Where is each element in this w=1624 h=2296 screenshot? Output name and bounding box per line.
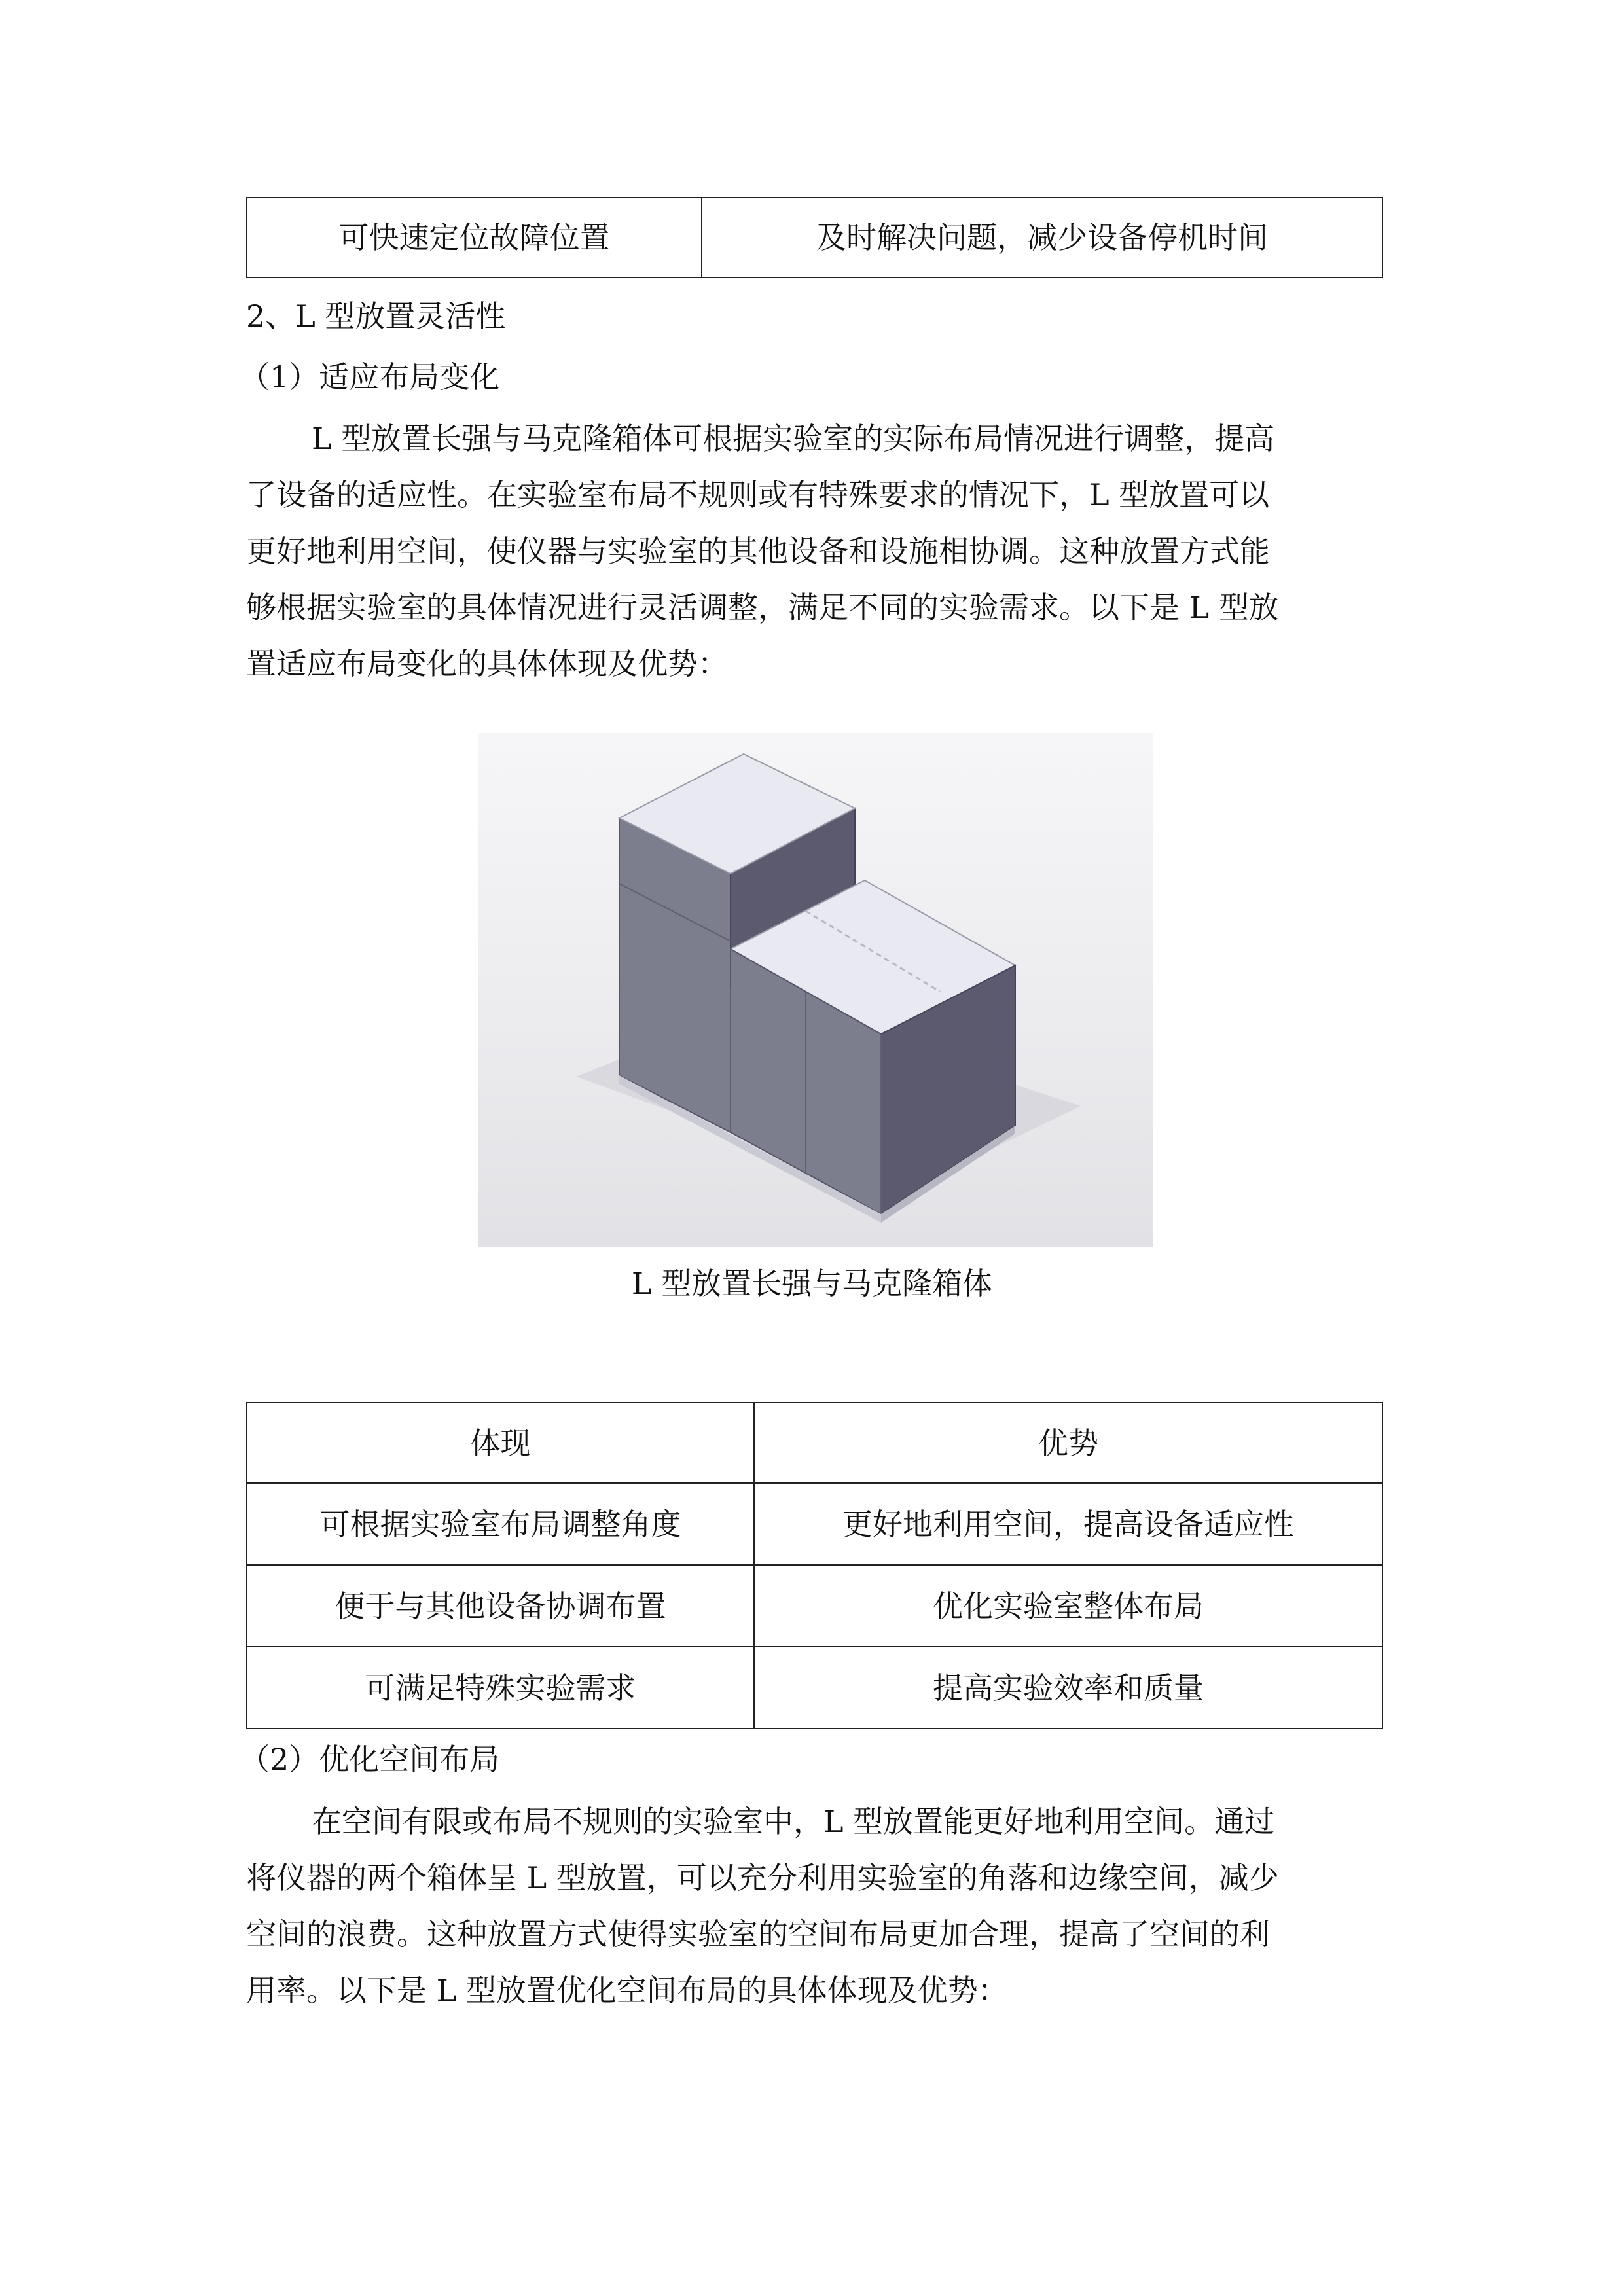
subsection-heading: （1）适应布局变化 (240, 359, 500, 395)
table-cell: 及时解决问题，减少设备停机时间 (702, 198, 1382, 278)
paragraph-line: 将仪器的两个箱体呈 L 型放置，可以充分利用实验室的角落和边缘空间，减少 (246, 1860, 1279, 1895)
subsection-heading: （2）优化空间布局 (240, 1742, 500, 1777)
fault-table (246, 197, 1383, 278)
paragraph-line: 了设备的适应性。在实验室布局不规则或有特殊要求的情况下，L 型放置可以 (246, 477, 1270, 512)
paragraph-line: L 型放置长强与马克隆箱体可根据实验室的实际布局情况进行调整，提高 (312, 421, 1275, 456)
table-cell: 可根据实验室布局调整角度 (247, 1483, 754, 1565)
table-row (247, 198, 1382, 278)
table-header-cell: 优势 (754, 1403, 1382, 1483)
table-cell: 提高实验效率和质量 (754, 1647, 1382, 1729)
section-heading: 2、L 型放置灵活性 (246, 298, 506, 334)
paragraph-line: 更好地利用空间，使仪器与实验室的其他设备和设施相协调。这种放置方式能 (246, 533, 1270, 569)
paragraph-line: 用率。以下是 L 型放置优化空间布局的具体体现及优势： (246, 1973, 1008, 2008)
figure-caption: L 型放置长强与马克隆箱体 (631, 1266, 993, 1301)
paragraph-line: 够根据实验室的具体情况进行灵活调整，满足不同的实验需求。以下是 L 型放 (246, 590, 1279, 625)
table-row (247, 1483, 1382, 1565)
table-cell: 可满足特殊实验需求 (247, 1647, 754, 1729)
table-row (247, 1647, 1382, 1729)
cabinet-illustration (478, 733, 1153, 1247)
paragraph-line: 在空间有限或布局不规则的实验室中，L 型放置能更好地利用空间。通过 (312, 1804, 1275, 1839)
table-header-row (247, 1403, 1382, 1483)
table-cell: 可快速定位故障位置 (247, 198, 702, 278)
table-cell: 更好地利用空间，提高设备适应性 (754, 1483, 1382, 1565)
table-cell: 优化实验室整体布局 (754, 1565, 1382, 1647)
paragraph-line: 置适应布局变化的具体体现及优势： (246, 646, 728, 681)
table-header-cell: 体现 (247, 1403, 754, 1483)
paragraph-line: 空间的浪费。这种放置方式使得实验室的空间布局更加合理，提高了空间的利 (246, 1916, 1270, 1952)
table-cell: 便于与其他设备协调布置 (247, 1565, 754, 1647)
paragraph-space-optimization (246, 1793, 1382, 2018)
table-row (247, 1565, 1382, 1647)
l-shaped-cabinet-figure (478, 733, 1153, 1247)
paragraph-layout-adaptation (246, 410, 1382, 692)
layout-advantage-table (246, 1402, 1383, 1729)
